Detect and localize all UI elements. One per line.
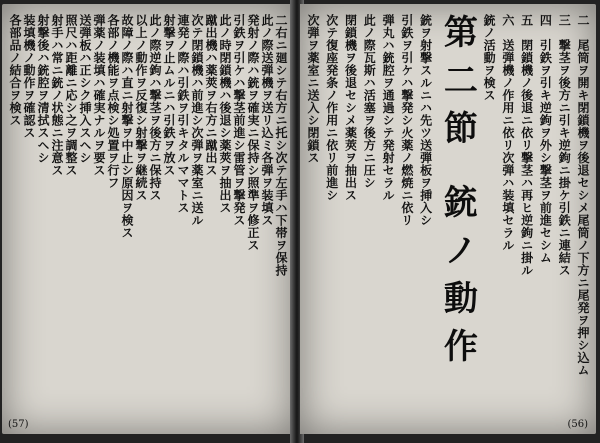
text-column: 次テ復座発条ノ作用ニ依リ前進シ <box>324 14 339 202</box>
text-column: 射撃ヲ止ムルニハ引鉄ヲ放ス <box>162 14 176 177</box>
text-column: 送弾板ハ正シク挿入スヘシ <box>78 14 92 164</box>
text-column: 射手ハ常ニ銃ノ状態ニ注意ス <box>50 14 64 177</box>
text-column: 引鉄ヲ引ケハ撃発シ火薬ノ燃焼ニ依リ <box>399 14 414 227</box>
text-column: 次弾ヲ薬室ニ送入シ閉鎖ス <box>306 14 320 164</box>
right-page-columns <box>306 14 590 412</box>
text-column: 照尺ハ距離ニ応シ之ヲ調整ス <box>64 14 78 177</box>
note-text: 銃ノ活動ヲ検ス <box>482 14 497 102</box>
text-column: 発射ノ際ハ銃ヲ確実ニ保持シ照準ヲ修正ス <box>246 14 260 252</box>
item-text: 撃茎ヲ後方ニ引キ逆鉤ニ掛ケ引鉄ニ連結ス <box>557 39 572 277</box>
item-marker: 二 <box>575 14 590 27</box>
text-column: 此ノ時閉鎖機ハ後退シ薬莢ヲ抽出ス <box>218 14 232 214</box>
item-marker: 五 <box>519 14 534 27</box>
text-column: 射撃後ハ銃腔ヲ清拭スヘシ <box>36 14 50 164</box>
numbered-item <box>576 14 590 412</box>
item-text: 送弾機ノ作用ニ依リ次弾ハ装填セラル <box>500 39 515 252</box>
text-column: 閉鎖機ヲ後退セシメ薬莢ヲ抽出ス <box>343 14 358 202</box>
text-column: 各部品ノ結合ヲ検ス <box>8 14 22 127</box>
item-text: 閉鎖機ノ後退ニ依リ撃茎ハ再ヒ逆鉤ニ掛ル <box>519 39 534 277</box>
text-column: 連発ノ際ハ引鉄ヲ引キタルママトス <box>176 14 190 214</box>
right-page-number: (56) <box>567 419 588 430</box>
item-text: 引鉄ヲ引キ逆鉤ヲ外シ撃茎ヲ前進セシム <box>538 39 553 264</box>
text-column: 銃ヲ射撃スルニハ先ツ送弾板ヲ挿入シ <box>418 14 433 227</box>
text-column: 蹴出機ハ薬莢ヲ右方ニ蹴出ス <box>204 14 218 177</box>
text-column: 此ノ際瓦斯ハ活塞ヲ後方ニ圧シ <box>362 14 377 189</box>
item-marker: 六 <box>500 14 515 27</box>
section-heading: 第二節 銃ノ動作 <box>437 14 478 376</box>
text-column: 弾丸ハ銃腔ヲ通過シテ発射セラル <box>381 14 396 202</box>
right-page <box>300 4 596 434</box>
numbered-item <box>538 14 552 412</box>
numbered-item <box>520 14 534 412</box>
left-page-number: (57) <box>8 419 29 430</box>
left-page-columns <box>8 14 288 412</box>
text-column: 装填機ノ動作ヲ確認ス <box>22 14 36 139</box>
text-column: 各部ノ機能ヲ点検シ処置ヲ行フ <box>106 14 120 189</box>
text-column: 以上ノ動作ヲ反復シ射撃ヲ継続ス <box>134 14 148 202</box>
text-column: 弾薬ノ装填ハ確実ナルヲ要ス <box>92 14 106 177</box>
text-column: 此ノ際送弾機ヲ送リ込ミ各弾ヲ装填ス <box>260 14 274 227</box>
item-marker: 四 <box>538 14 553 27</box>
left-page <box>2 4 294 434</box>
item-marker: 三 <box>557 14 572 27</box>
text-column: 引鉄ヲ引ケハ撃茎前進シ雷管ヲ撃発ス <box>232 14 246 227</box>
text-column: 二右ニ廻シテ右方ニ托シ次テ左手ハ下帯ヲ保持 <box>274 14 288 277</box>
item-text: 尾筒ヲ開キ閉鎖機ヲ後退セシメ尾筒ノ下方ニ尾発ヲ押シ込ム <box>575 39 590 377</box>
text-column: 次テ閉鎖機ハ前進シ次弾ヲ薬室ニ送ル <box>190 14 204 227</box>
numbered-item <box>557 14 571 412</box>
text-column: 此ノ際逆鉤ハ撃茎ヲ後方ニ保持ス <box>148 14 162 202</box>
numbered-item <box>501 14 515 412</box>
text-column: 故障ノ際ハ直ニ射撃ヲ中止シ原因ヲ検ス <box>120 14 134 239</box>
